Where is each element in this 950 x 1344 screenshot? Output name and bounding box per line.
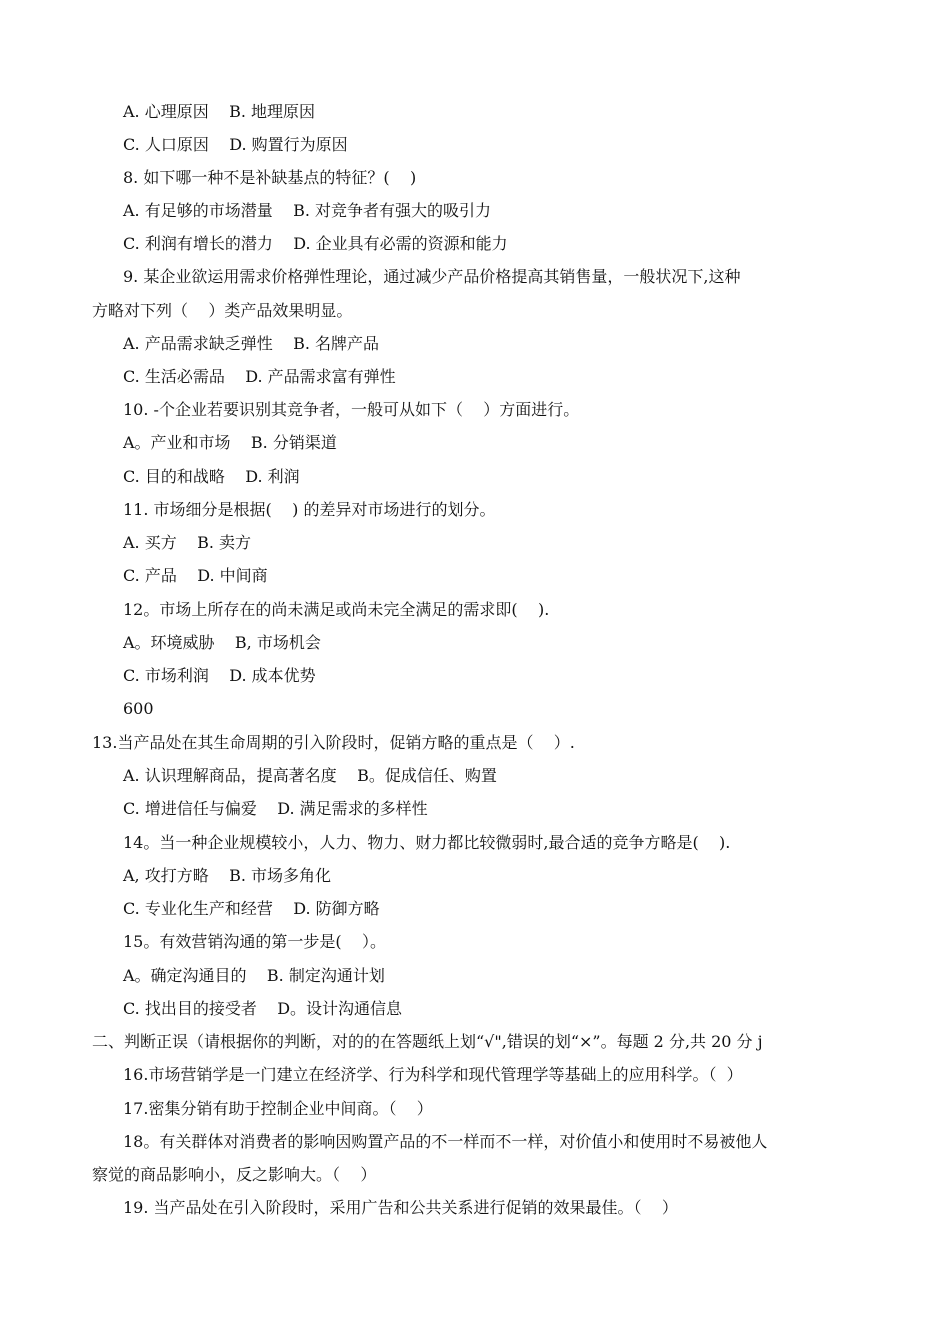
option-line-q14-ab: A, 攻打方略 B. 市场多角化	[123, 866, 332, 885]
option-line-q7-cd: C. 人口原因 D. 购置行为原因	[123, 135, 348, 154]
option-line-q9-ab: A. 产品需求缺乏弹性 B. 名牌产品	[123, 334, 380, 353]
question-9: 9. 某企业欲运用需求价格弹性理论，通过减少产品价格提高其销售量，一般状况下,这种	[123, 267, 741, 286]
option-line-q8-ab: A. 有足够的市场潜量 B. 对竞争者有强大的吸引力	[123, 201, 492, 220]
option-line-q11-cd: C. 产品 D. 中间商	[123, 566, 268, 585]
question-14: 14。当一种企业规模较小，人力、物力、财力都比较微弱时,最合适的竞争方略是( ).	[123, 833, 731, 852]
option-line-q8-cd: C. 利润有增长的潜力 D. 企业具有必需的资源和能力	[123, 234, 508, 253]
option-line-q12-cd: C. 市场利润 D. 成本优势	[123, 666, 316, 685]
question-12: 12。市场上所存在的尚未满足或尚未完全满足的需求即( ).	[123, 600, 550, 619]
option-line-q13-ab: A. 认识理解商品，提高著名度 B。促成信任、购置	[123, 766, 497, 785]
question-18: 18。有关群体对消费者的影响因购置产品的不一样而不一样，对价值小和使用时不易被他人	[123, 1132, 768, 1151]
section-heading-true-false: 二、判断正误（请根据你的判断，对的的在答题纸上划“√",错误的划“×”。每题 2 分,共 20 分 j	[92, 1032, 763, 1051]
question-9-cont: 方略对下列（ ）类产品效果明显。	[92, 301, 353, 320]
option-line-q12-ab: A。环境威胁 B, 市场机会	[123, 633, 321, 652]
option-line-q15-ab: A。确定沟通目的 B. 制定沟通计划	[123, 966, 385, 985]
option-line-q15-cd: C. 找出目的接受者 D。设计沟通信息	[123, 999, 403, 1018]
option-line-q10-cd: C. 目的和战略 D. 利润	[123, 467, 300, 486]
question-18-cont: 察觉的商品影响小，反之影响大。（ ）	[92, 1165, 377, 1184]
question-11: 11. 市场细分是根据( ) 的差异对市场进行的划分。	[123, 500, 496, 519]
question-17: 17.密集分销有助于控制企业中间商。（ ）	[123, 1099, 433, 1118]
question-8: 8. 如下哪一种不是补缺基点的特征？( )	[123, 168, 417, 187]
option-line-q14-cd: C. 专业化生产和经营 D. 防御方略	[123, 899, 380, 918]
question-19: 19. 当产品处在引入阶段时，采用广告和公共关系进行促销的效果最佳。（ ）	[123, 1198, 678, 1217]
option-line-q13-cd: C. 增进信任与偏爱 D. 满足需求的多样性	[123, 799, 428, 818]
question-13: 13.当产品处在其生命周期的引入阶段时，促销方略的重点是（ ）.	[92, 733, 575, 752]
option-line-q10-ab: A。产业和市场 B. 分销渠道	[123, 433, 337, 452]
question-15: 15。有效营销沟通的第一步是( ）。	[123, 932, 386, 951]
option-line-q7-ab: A. 心理原因 B. 地理原因	[123, 102, 316, 121]
question-10: 10. -个企业若要识别其竞争者，一般可从如下（ ）方面进行。	[123, 400, 580, 419]
question-16: 16.市场营销学是一门建立在经济学、行为科学和现代管理学等基础上的应用科学。（ ）	[123, 1065, 743, 1084]
stray-number: 600	[123, 699, 154, 718]
option-line-q11-ab: A. 买方 B. 卖方	[123, 533, 252, 552]
option-line-q9-cd: C. 生活必需品 D. 产品需求富有弹性	[123, 367, 396, 386]
